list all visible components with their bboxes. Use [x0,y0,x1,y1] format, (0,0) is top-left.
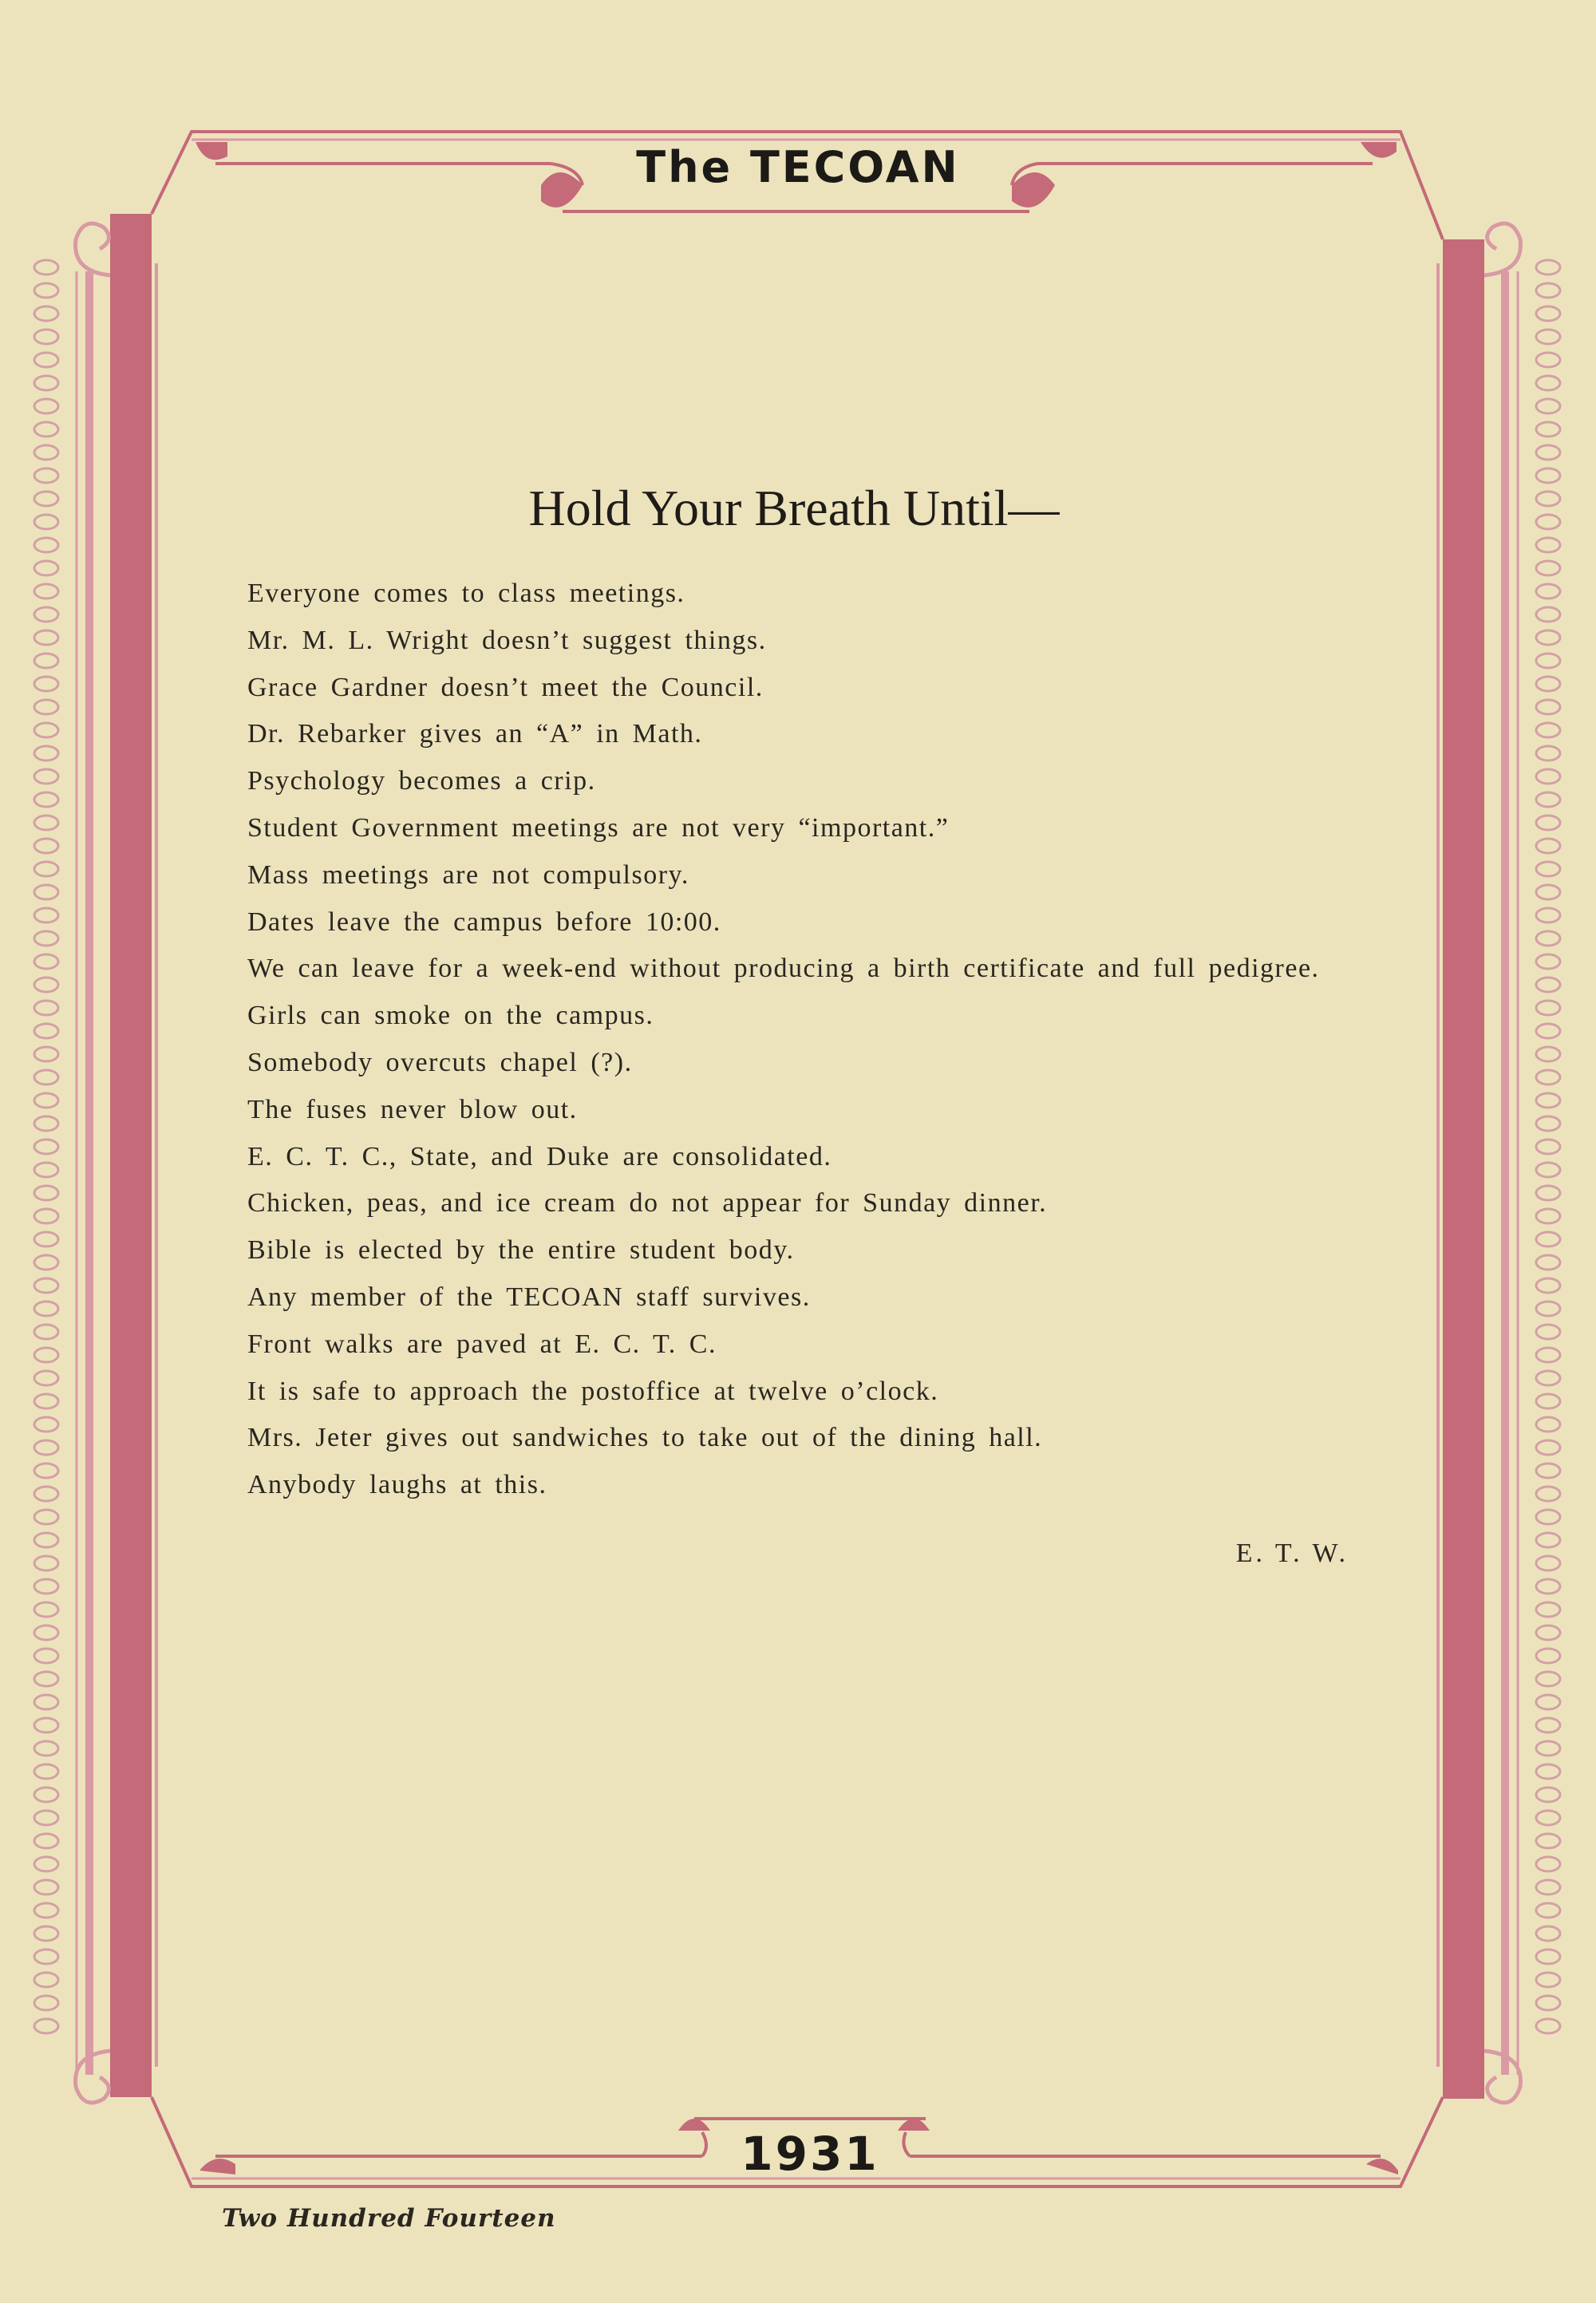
scroll-loop-ornament [34,1649,58,1663]
scroll-loop-ornament [34,1903,58,1918]
scroll-loop-ornament [1536,816,1560,830]
scroll-loop-ornament [1536,1949,1560,1964]
list-item: Somebody overcuts chapel (?). [247,1047,633,1077]
scroll-loop-ornament [1536,1533,1560,1547]
scroll-loop-ornament [1536,954,1560,969]
list-item: Mass meetings are not compulsory. [247,859,689,890]
scroll-loop-ornament [1536,978,1560,992]
scroll-loop-ornament [34,607,58,622]
scroll-loop-ornament [34,1209,58,1223]
scroll-loop-ornament [1536,1880,1560,1894]
scroll-loop-ornament [34,931,58,946]
scroll-loop-ornament [1536,584,1560,598]
list-item: It is safe to approach the postoffice at twelve o’clock. [247,1376,939,1406]
scroll-loop-ornament [1536,677,1560,691]
scroll-loop-ornament [1536,1440,1560,1455]
scroll-loop-ornament [1536,1209,1560,1223]
list-item: Mrs. Jeter gives out sandwiches to take out of the dining hall. [247,1423,1043,1453]
scroll-loop-ornament [1536,1764,1560,1779]
scroll-loop-ornament [34,1556,58,1570]
scroll-loop-ornament [34,2019,58,2033]
scroll-loop-ornament [1536,1626,1560,1640]
page-number-label: Two Hundred Fourteen [222,2204,556,2233]
scroll-loop-ornament [34,283,58,298]
scroll-loop-ornament [1536,700,1560,714]
scroll-loop-ornament [1536,1926,1560,1941]
scroll-loop-ornament [34,1278,58,1293]
scroll-loop-ornament [34,1880,58,1894]
footer-year: 1931 [741,2127,879,2181]
scroll-loop-ornament [34,353,58,367]
scroll-loop-ornament [34,1116,58,1131]
header-title: The TECOAN [636,142,960,192]
scroll-loop-ornament [1536,1579,1560,1594]
list-item: Student Government meetings are not very “important.” [247,812,950,843]
scroll-loop-ornament [1536,1001,1560,1015]
scroll-loop-ornament [1536,1695,1560,1709]
scroll-loop-ornament [34,1741,58,1756]
scroll-loop-ornament [34,376,58,390]
scroll-loop-ornament [1536,538,1560,552]
scroll-loop-ornament [1536,376,1560,390]
scroll-loop-ornament [34,630,58,645]
scroll-loop-ornament [34,1001,58,1015]
scroll-loop-ornament [34,1371,58,1385]
scroll-loop-ornament [34,1579,58,1594]
scroll-loop-ornament [1536,862,1560,876]
scroll-loop-ornament [1536,306,1560,321]
scroll-loop-ornament [34,1302,58,1316]
list-item: Psychology becomes a crip. [247,766,596,796]
scroll-loop-ornament [34,561,58,575]
scroll-loop-ornament [1536,2019,1560,2033]
scroll-loop-ornament [1536,1903,1560,1918]
scroll-loop-ornament [34,1024,58,1038]
list-item: Chicken, peas, and ice cream do not appear for Sunday dinner. [247,1188,1048,1219]
scroll-loop-ornament [34,1857,58,1871]
scroll-loop-ornament [1536,399,1560,413]
scroll-loop-ornament [34,1695,58,1709]
scroll-loop-ornament [34,1255,58,1270]
scroll-loop-ornament [1536,422,1560,437]
scroll-loop-ornament [34,1093,58,1108]
scroll-loop-ornament [1536,1834,1560,1848]
scroll-loop-ornament [34,330,58,344]
scroll-loop-ornament [34,1163,58,1177]
scroll-loop-ornament [34,1626,58,1640]
scroll-loop-ornament [1536,1672,1560,1686]
scroll-loop-ornament [1536,1186,1560,1200]
scroll-loop-ornament [34,306,58,321]
scroll-loop-ornament [1536,1787,1560,1802]
scroll-loop-ornament [1536,1602,1560,1617]
scroll-loop-ornament [34,1464,58,1478]
scroll-loop-ornament [1536,1163,1560,1177]
scroll-loop-ornament [1536,1116,1560,1131]
scroll-loop-ornament [1536,353,1560,367]
scroll-loop-ornament [1536,1487,1560,1501]
scroll-loop-ornament [1536,445,1560,460]
scroll-loop-ornament [34,954,58,969]
scroll-loop-ornament [34,769,58,784]
list-item: Girls can smoke on the campus. [247,1001,654,1031]
scroll-loop-ornament [1536,1024,1560,1038]
list-item: Dates leave the campus before 10:00. [247,907,721,937]
list-item: E. C. T. C., State, and Duke are consolidated. [247,1141,832,1171]
scroll-loop-ornament [34,1602,58,1617]
list-item: Everyone comes to class meetings. [247,579,685,608]
scroll-loop-ornament [1536,1232,1560,1246]
scroll-loop-ornament [1536,1556,1560,1570]
list-item: Front walks are paved at E. C. T. C. [247,1329,717,1359]
scroll-loop-ornament [1536,1325,1560,1339]
scroll-loop-ornament [34,1394,58,1408]
scroll-loop-ornament [34,1047,58,1061]
list-item: Dr. Rebarker gives an “A” in Math. [247,719,703,749]
scroll-loop-ornament [1536,1741,1560,1756]
scroll-loop-ornament [34,839,58,853]
scroll-loop-ornament [34,677,58,691]
scroll-loop-ornament [34,816,58,830]
scroll-loop-ornament [34,978,58,992]
list-item: Any member of the TECOAN staff survives. [247,1282,811,1312]
scroll-loop-ornament [34,1718,58,1732]
scroll-loop-ornament [34,1232,58,1246]
scroll-loop-ornament [34,700,58,714]
scroll-loop-ornament [34,260,58,275]
scroll-loop-ornament [1536,1371,1560,1385]
scroll-loop-ornament [34,538,58,552]
scroll-loop-ornament [34,422,58,437]
scroll-loop-ornament [1536,792,1560,807]
scroll-loop-ornament [1536,1302,1560,1316]
scroll-loop-ornament [1536,1093,1560,1108]
article-lines [215,571,1381,1509]
scroll-loop-ornament [34,399,58,413]
scroll-loop-ornament [1536,908,1560,922]
author-initials: E. T. W. [1235,1539,1349,1568]
scroll-loop-ornament [1536,1649,1560,1663]
scroll-loop-ornament [34,445,58,460]
scroll-loop-ornament [34,1070,58,1084]
scroll-loop-ornament [1536,746,1560,760]
scroll-loop-ornament [34,1417,58,1432]
scroll-loop-ornament [1536,1718,1560,1732]
scroll-loop-ornament [1536,561,1560,575]
scroll-loop-ornament [1536,839,1560,853]
scroll-loop-ornament [1536,1996,1560,2010]
scroll-loop-ornament [34,1140,58,1154]
scroll-loop-ornament [34,908,58,922]
scroll-loop-ornament [1536,769,1560,784]
scroll-loop-ornament [34,1834,58,1848]
scroll-loop-ornament [34,1510,58,1524]
scroll-loop-ornament [34,1926,58,1941]
scroll-loop-ornament [34,1787,58,1802]
list-item: Anybody laughs at this. [247,1470,547,1500]
scroll-loop-ornament [34,792,58,807]
scroll-loop-ornament [1536,1047,1560,1061]
scroll-loop-ornament [1536,1464,1560,1478]
scroll-loop-ornament [1536,630,1560,645]
scroll-loop-ornament [1536,1255,1560,1270]
scroll-loop-ornament [1536,1811,1560,1825]
scroll-loop-ornament [34,723,58,737]
scroll-loop-ornament [34,1973,58,1987]
article-title: Hold Your Breath Until— [528,480,1060,536]
scroll-loop-ornament [1536,723,1560,737]
scroll-loop-ornament [34,584,58,598]
scroll-loop-ornament [34,1949,58,1964]
scroll-loop-ornament [1536,1278,1560,1293]
scroll-loop-ornament [1536,931,1560,946]
list-item: Grace Gardner doesn’t meet the Council. [247,672,764,702]
list-item: The fuses never blow out. [247,1094,578,1124]
scroll-loop-ornament [1536,1394,1560,1408]
scroll-loop-ornament [34,862,58,876]
scroll-loop-ornament [34,746,58,760]
scroll-loop-ornament [34,1348,58,1362]
scroll-loop-ornament [1536,330,1560,344]
scroll-loop-ornament [34,1487,58,1501]
scroll-loop-ornament [1536,1348,1560,1362]
scroll-loop-ornament [1536,1857,1560,1871]
scroll-loop-ornament [34,654,58,668]
scroll-loop-ornament [34,1672,58,1686]
scroll-loop-ornament [1536,1973,1560,1987]
list-item: Mr. M. L. Wright doesn’t suggest things. [247,625,767,655]
list-item: We can leave for a week-end without producing a birth certificate and full pedigree. [247,954,1320,984]
scroll-loop-ornament [34,1325,58,1339]
scroll-loop-ornament [1536,1417,1560,1432]
scroll-loop-ornament [34,1440,58,1455]
scroll-loop-ornament [1536,654,1560,668]
list-item: Bible is elected by the entire student body. [247,1235,795,1266]
scroll-loop-ornament [1536,283,1560,298]
scroll-loop-ornament [1536,607,1560,622]
scroll-loop-ornament [1536,260,1560,275]
scroll-loop-ornament [34,1533,58,1547]
scroll-loop-ornament [1536,1140,1560,1154]
scroll-loop-ornament [34,1996,58,2010]
scroll-loop-ornament [34,885,58,899]
scroll-loop-ornament [34,1764,58,1779]
scroll-loop-ornament [1536,1510,1560,1524]
scroll-loop-ornament [1536,1070,1560,1084]
scroll-loop-ornament [34,1186,58,1200]
scroll-loop-ornament [34,1811,58,1825]
scroll-loop-ornament [1536,885,1560,899]
